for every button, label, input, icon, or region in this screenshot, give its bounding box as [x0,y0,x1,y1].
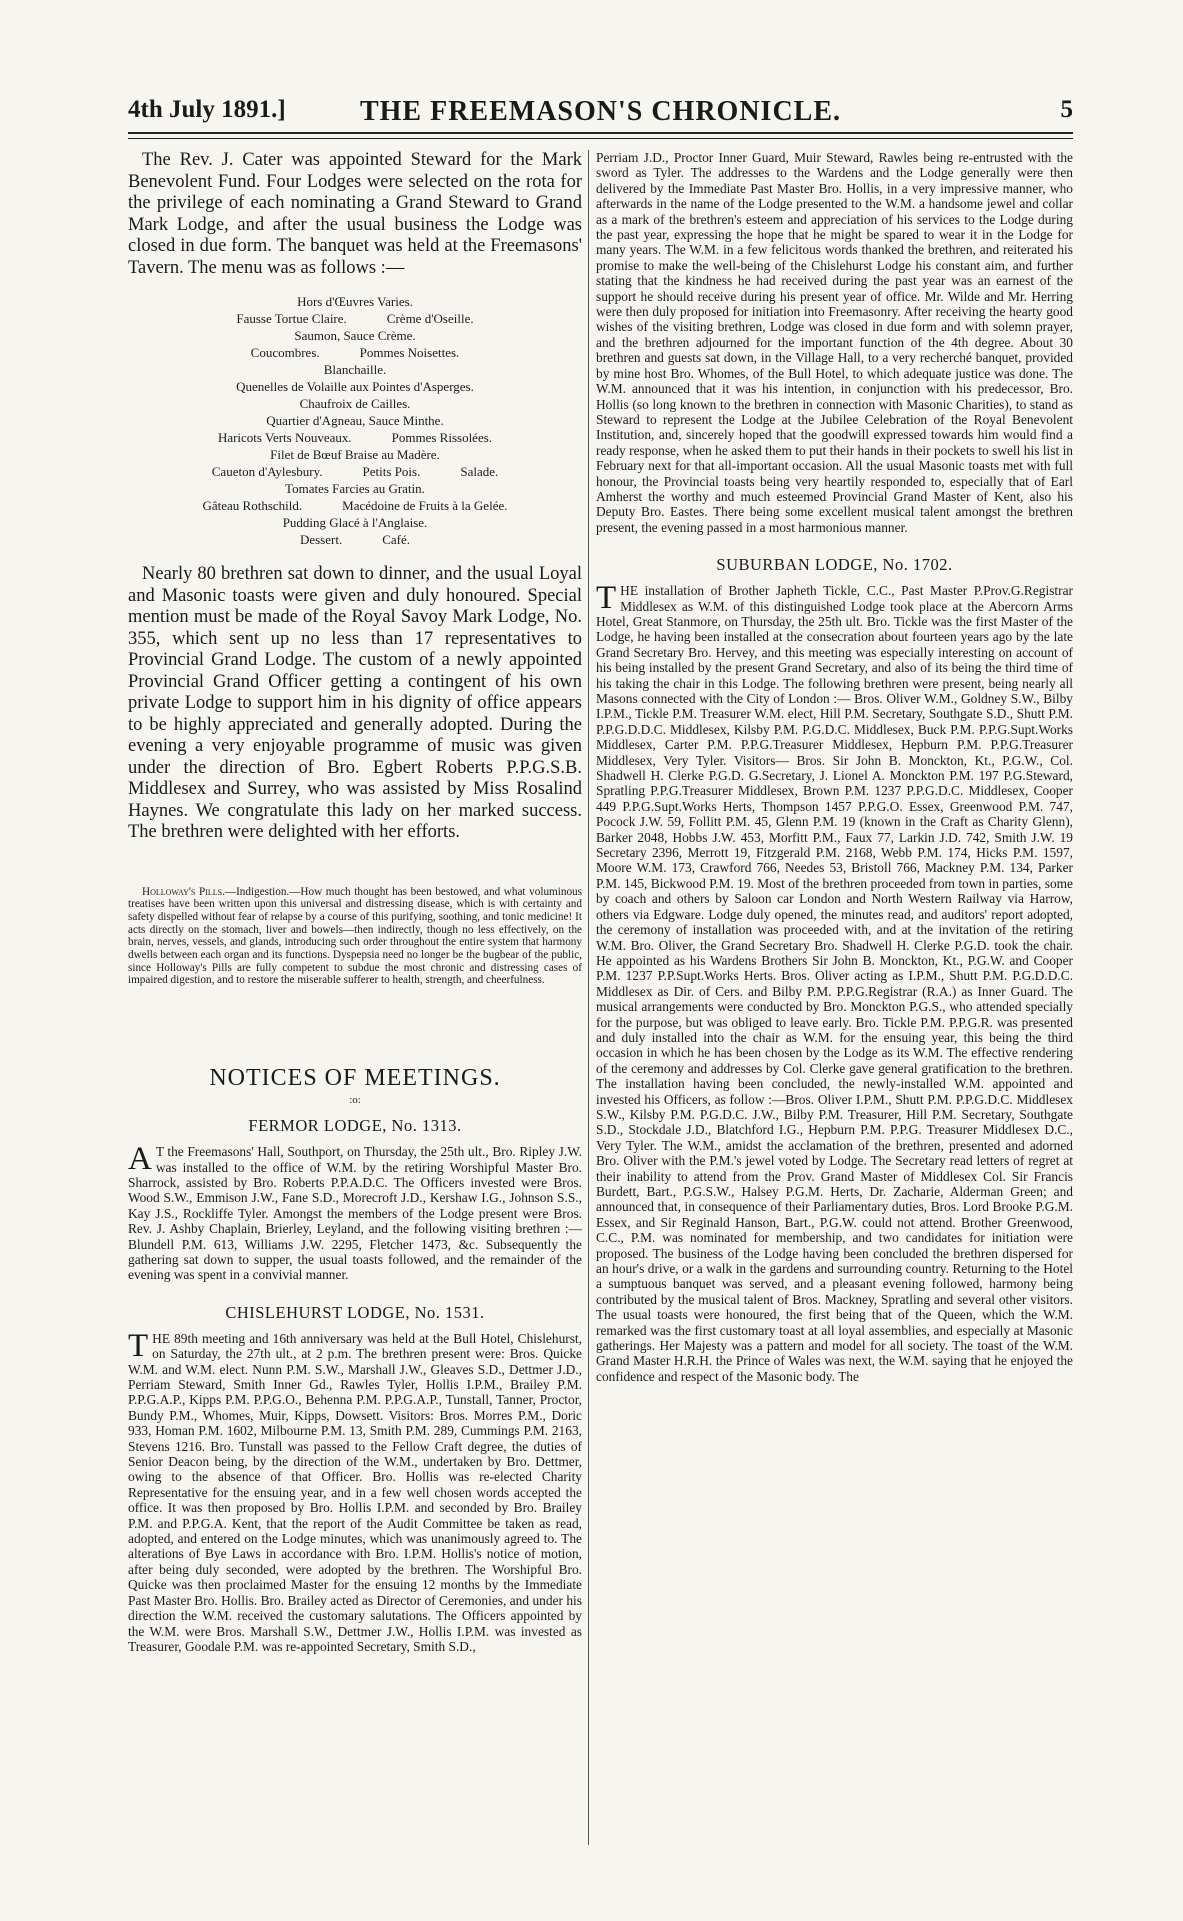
fermor-lodge-report [128,1141,582,1283]
fermor-lodge-heading: FERMOR LODGE, No. 1313. [248,1116,462,1136]
menu-item: Tomates Farcies au Gratin. [285,481,425,496]
right-column [596,150,1073,1850]
menu-item: Chaufroix de Cailles. [299,396,411,411]
menu-item: Hors d'Œuvres Varies. [297,294,413,309]
menu-line [128,429,582,446]
menu-item: Pommes Rissolées. [391,430,493,445]
menu-item: Blanchaille. [323,362,387,377]
chislehurst-lodge-text: HE 89th meeting and 16th anniversary was held at the Bull Hotel, Chislehurst, on Saturday, the 27th ult., at 2 p.m. The brethren present were: Bros. Quicke W.M. and W.M. elect. Nunn P.M. S.W., Marshall J.W., Gleaves S.D., Dettmer J.D., Perriam Steward, Smith Inner Gd., Rawles Tyler, Hollis I.P.M., Brailey P.M. P.P.G.A.P., Kipps P.M. P.P.G.O., Behenna P.M. P.P.G.A.P., Tunstall, Tanner, Proctor, Bundy P.M., Whomes, Muir, Kipps, Dowsett. Visitors: Bros. Morres P.M., Doric 933, Homan P.M. 1602, Milbourne P.M. 13, Smith P.M. 289, Cummings P.M. 2163, Stevens 1216. Bro. Tunstall was passed to the Fellow Craft degree, the duties of Senior Deacon being, by the direction of the W.M., undertaken by Bro. Dettmer, owing to the absence of that Officer. Bro. Hollis was re-elected Charity Representative for the ensuing year, and in a few well chosen words accepted the office. It was then proposed by Bro. Hollis I.P.M. and seconded by Bro. Brailey P.M. and P.P.G.A. Kent, that the report of the Audit Committee be taken as read, adopted, and entered on the Lodge minutes, which was unanimously agreed to. The alterations of Bye Laws in accordance with Bro. I.P.M. Hollis's notice of motion, after being duly seconded, were adopted by the brethren. The Worshipful Bro. Quicke was then proclaimed Master for the ensuing 12 months by the Immediate Past Master Bro. Hollis. Bro. Brailey acted as Director of Ceremonies, and under his direction the W.M. received the customary salutations. The Officers appointed by the W.M. were Bros. Marshall S.W., Dettmer J.W., Hollis I.P.M. was invested as Treasurer, Goodale P.M. was re-appointed Secretary, Smith S.D., [128,1330,582,1654]
menu-item: Haricots Verts Nouveaux. [217,430,352,445]
menu-line [128,497,582,514]
menu-item: Saumon, Sauce Crème. [294,328,416,343]
menu-line [128,310,582,327]
menu-line [128,480,582,497]
menu-line [128,395,582,412]
menu-item: Fausse Tortue Claire. [236,311,347,326]
publication-title: THE FREEMASON'S CHRONICLE. [359,96,842,127]
menu-line [128,531,582,548]
drop-cap: T [596,580,617,617]
page-number: 5 [1060,96,1073,123]
menu-item: Café. [382,532,411,547]
menu-item: Salade. [460,464,499,479]
masthead [128,92,1073,132]
masthead-rule [128,132,1073,139]
suburban-lodge-report [596,580,1073,1384]
menu-item: Macédoine de Fruits à la Gelée. [342,498,508,513]
menu-item: Caueton d'Aylesbury. [211,464,323,479]
section-ornament: :o: [349,1094,361,1107]
menu-line [128,327,582,344]
menu-item: Crème d'Oseille. [386,311,474,326]
chislehurst-lodge-report [128,1327,582,1655]
column-divider [588,150,589,1845]
menu-item: Coucombres. [250,345,320,360]
menu-line [128,361,582,378]
drop-cap: T [128,1327,149,1364]
issue-date: 4th July 1891.] [128,96,286,123]
menu-item: Gâteau Rothschild. [202,498,303,513]
menu-line [128,446,582,463]
menu-line [128,514,582,531]
fermor-lodge-text: T the Freemasons' Hall, Southport, on Thursday, the 25th ult., Bro. Ripley J.W. was installed to the office of W.M. by the retiring Worshipful Master Bro. Sharrock, assisted by Bro. Roberts P.P.A.D.C. The Officers invested were Bros. Wood S.W., Emmison J.W., Fane S.D., Morecroft J.D., Kershaw I.G., Johnson S.S., Kay J.S., Rockliffe Tyler. Amongst the members of the Lodge present were Bros. Rev. J. Ashby Chaplain, Brierley, Leyland, and the following visiting brethren :—Blundell P.M. 613, Williams J.W. 2295, Fletcher 1473, &c. Subsequently the gathering sat down to supper, the usual toasts followed, and the remainder of the evening was spent in a convivial manner. [128,1144,582,1283]
menu-item: Pudding Glacé à l'Anglaise. [282,515,428,530]
suburban-lodge-heading: SUBURBAN LODGE, No. 1702. [716,555,953,575]
menu-item: Quenelles de Volaille aux Pointes d'Asperges. [236,379,474,394]
menu-item: Dessert. [299,532,343,547]
advert-text: —Indigestion.—How much thought has been bestowed, and what voluminous treatises have been written upon this universal and distressing disease, which is with certainty and safety dispelled without fear of relapse by a course of this purifying, soothing, and tonic medicine! It acts directly on the stomach, liver and bowels—then indirectly, though no less effectively, on the brain, nerves, vessels, and glands, introducing such order throughout the entire system that harmony dwells between each organ and its functions. Dyspepsia need no longer be the bugbear of the public, since Holloway's Pills are fully competent to subdue the most chronic and distressing cases of impaired digestion, and to restore the miserable sufferer to health, strength, and cheerfulness. [128,885,582,987]
banquet-menu [128,293,582,548]
advert-lead: Holloway's Pills. [142,885,225,898]
suburban-lodge-text: HE installation of Brother Japheth Tickle, C.C., Past Master P.Prov.G.Registrar Middlesex as W.M. of this distinguished Lodge took place at the Abercorn Arms Hotel, Great Stanmore, on Thursday, the 25th ult. Bro. Tickle was the first Master of the Lodge, he having been installed at the consecration about fourteen years ago by the late Grand Secretary Bro. Hervey, and this meeting was especially interesting on account of his being installed by the present Grand Secretary, and also of its being the third time of his taking the chair in this Lodge. The following brethren were present, being nearly all Masons connected with the City of London :— Bros. Oliver W.M., Goldney S.W., Bilby I.P.M., Tickle P.M. Treasurer W.M. elect, Hill P.M. Secretary, Southgate S.D., Shutt P.M. P.P.G.D.D.C. Middlesex, Kilsby P.M. P.G.D.C. Middlesex, Buck P.M. P.P.G.Supt.Works Middlesex, Carter P.M. P.P.G.Treasurer Middlesex, Hepburn P.M. P.P.G.Treasurer Middlesex, Very Tyler. Visitors— Bros. Sir John B. Monckton, Kt., P.G.W., Col. Shadwell H. Clerke P.G.D. G.Secretary, J. Lionel A. Monckton P.M. 197 P.G.Steward, Spratling P.P.G.Treasurer Middlesex, Brown P.M. 1237 P.P.G.D.C. Middlesex, Cooper 449 P.P.G.Supt.Works Herts, Thompson 1457 P.P.G.O. Essex, Greenwood P.M. 747, Pocock J.W. 59, Follitt P.M. 45, Glenn P.M. 19 (known in the Craft as Charity Glenn), Barker 2048, Hobbs J.W. 453, Morfitt P.M., Faux 77, Larkin J.D. 742, Smith J.W. 19 Secretary 2396, Merrott 19, Fitzgerald P.M. 2168, Webb P.M. 174, Hicks P.M. 1597, Moore W.M. 173, Crawford 766, Needes 53, Bristoll 766, Mackney P.M. 134, Parker P.M. 145, Bickwood P.M. 19. Most of the brethren proceeded from town in parties, some by coach and others by Saloon car London and North Western Railway via Harrow, others via Edgware. Lodge duly opened, the minutes read, and auditors' report adopted, the ceremony of installation was proceeded with, and at the invitation of the retiring W.M. Bro. Oliver, the Grand Secretary Bro. Shadwell H. Clerke P.G.D. took the chair. He appointed as his Wardens Brothers Sir John B. Monckton, Kt., P.G.W. and Cooper P.M. 1237 P.P.Supt.Works Herts. Bros. Oliver acting as I.P.M., Shutt P.M. P.G.D.D.C. Middlesex as Dir. of Cers. and Bilby P.M. P.P.G.Registrar (R.A.) as Inner Guard. The musical arrangements were conducted by Bro. Monckton P.G.S., who attended specially for the purpose, but was obliged to leave early. Bro. Tickle P.M. P.P.G.R. was presented and duly installed into the chair as W.M. for the ensuing year, this being the third occasion in which he has been chosen by the Lodge as its W.M. The effective rendering of the ceremony and addresses by Col. Clerke gave general gratification to the brethren. The installation having been concluded, the newly-installed W.M. appointed and invested his Officers, as follow :—Bros. Oliver I.P.M., Shutt P.M. P.P.G.D.C. Middlesex S.W., Kilsby P.M. P.G.D.C. J.W., Bilby P.M. Treasurer, Hill P.M. Secretary, Southgate S.D., Stockdale J.D., Blatchford I.G., Hepburn P.M. P.P.G. Treasurer Middlesex D.C., Very Tyler. The W.M., amidst the acclamation of the brethren, presented and adorned Bro. Oliver with the P.M.'s jewel voted by Lodge. The Secretary read letters of regret at their inability to attend from the Prov. Grand Master of Middlesex Col. Sir Francis Burdett, Bart., P.G.S.W., Halsey P.G.M. Herts, Dr. Zacharie, Alderman Green; and announced that, in consequence of their Parliamentary duties, Bros. Lord Brooke P.G.M. Essex, and Sir Reginald Hanson, Bart., P.G.W. could not attend. Brother Greenwood, C.C., P.M. was nominated for membership, and two candidates for initiation were proposed. The business of the Lodge having been concluded the brethren dispersed for an hour's drive, or a walk in the gardens and surrounding country. Returning to the Hotel a sumptuous banquet was served, and a pleasant evening followed, harmony being contributed by the musical talent of Bros. Mackney, Spratling and several other visitors. The usual toasts were honoured, the first being that of the Queen, which the W.M. remarked was the first customary toast at all loyal assemblies, and especially at Masonic gatherings. Her Majesty was a pattern and model for all society. The toast of the W.M. Grand Master H.R.H. the Prince of Wales was next, the W.M. saying that he enjoyed the confidence and respect of the Masonic body. The [596,583,1073,1384]
drop-cap: A [128,1141,152,1178]
chislehurst-lodge-heading: CHISLEHURST LODGE, No. 1531. [225,1302,485,1322]
menu-line [128,412,582,429]
menu-item: Petits Pois. [362,464,421,479]
banquet-report: Nearly 80 brethren sat down to dinner, and the usual Loyal and Masonic toasts were given and duly honoured. Special mention must be made of the Royal Savoy Mark Lodge, No. 355, which sent up no less than 17 representatives to Provincial Grand Lodge. The custom of a newly appointed Provincial Grand Officer getting a contingent of his own private Lodge to support him in his dignity of office appears to be highly appreciated and generally adopted. During the evening a very enjoyable programme of music was given under the direction of Bro. Egbert Roberts P.P.G.S.B. Middlesex and Surrey, who was assisted by Miss Rosalind Haynes. We congratulate this lady on her marked success. The brethren were delighted with her efforts. [128,564,582,842]
menu-item: Quartier d'Agneau, Sauce Minthe. [266,413,444,428]
menu-line [128,378,582,395]
left-column [128,150,582,1850]
menu-line [128,293,582,310]
menu-line [128,463,582,480]
menu-item: Pommes Noisettes. [359,345,460,360]
chislehurst-continued: Perriam J.D., Proctor Inner Guard, Muir Steward, Rawles being re-entrusted with the sword as Tyler. The addresses to the Wardens and the Lodge generally were then delivered by the Immediate Past Master Bro. Hollis, in a very impressive manner, who afterwards in the name of the Lodge presented to the W.M. a handsome jewel and collar as a mark of the brethren's esteem and appreciation of his services to the Lodge during the past year, expressing the hope that he might be spared to wear it in the Lodge for many years. The W.M. in a few felicitous words thanked the brethren, and reiterated his promise to make the well-being of the Chislehurst Lodge his constant aim, and further stating that the kindness he had received during the past year was an earnest of the support he should receive during his present year of office. Mr. Wilde and Mr. Herring were then duly proposed for initiation into Freemasonry. After receiving the hearty good wishes of the visiting brethren, Lodge was closed in due form and with solemn prayer, and the brethren adjourned for the important function of the 4th degree. About 30 brethren and guests sat down, in the Village Hall, to a very recherché banquet, provided by mine host Bro. Whomes, of the Bull Hotel, to which adequate justice was done. The W.M. announced that it was his intention, in conjunction with his predecessor, Bro. Hollis (so long known to the brethren in connection with Masonic Charities), to stand as Steward to represent the Lodge at the Jubilee Celebration of the Royal Benevolent Institution, and, sincerely hoped that the goodwill expressed towards him would find a ready response, when he asked them to put their hands in their pockets to swell his list in February next for that all-important occasion. All the usual Masonic toasts met with full honour, the Provincial toasts being very heartily responded to, especially that of Earl Amherst the worthy and much esteemed Provincial Grand Master of Kent, also his Deputy Bro. Eastes. There being some excellent musical talent amongst the brethren present, the evening passed in a most harmonious manner. [596,150,1073,535]
menu-line [128,344,582,361]
mark-lodge-intro: The Rev. J. Cater was appointed Steward for the Mark Benevolent Fund. Four Lodges were selected on the rota for the privilege of each nominating a Grand Steward to Grand Mark Lodge, and after the usual business the Lodge was closed in due form. The banquet was held at the Freemasons' Tavern. The menu was as follows :— [128,150,582,278]
notices-heading: NOTICES OF MEETINGS. [209,1065,501,1092]
holloway-advert [128,886,582,988]
menu-item: Filet de Bœuf Braise au Madère. [270,447,440,462]
